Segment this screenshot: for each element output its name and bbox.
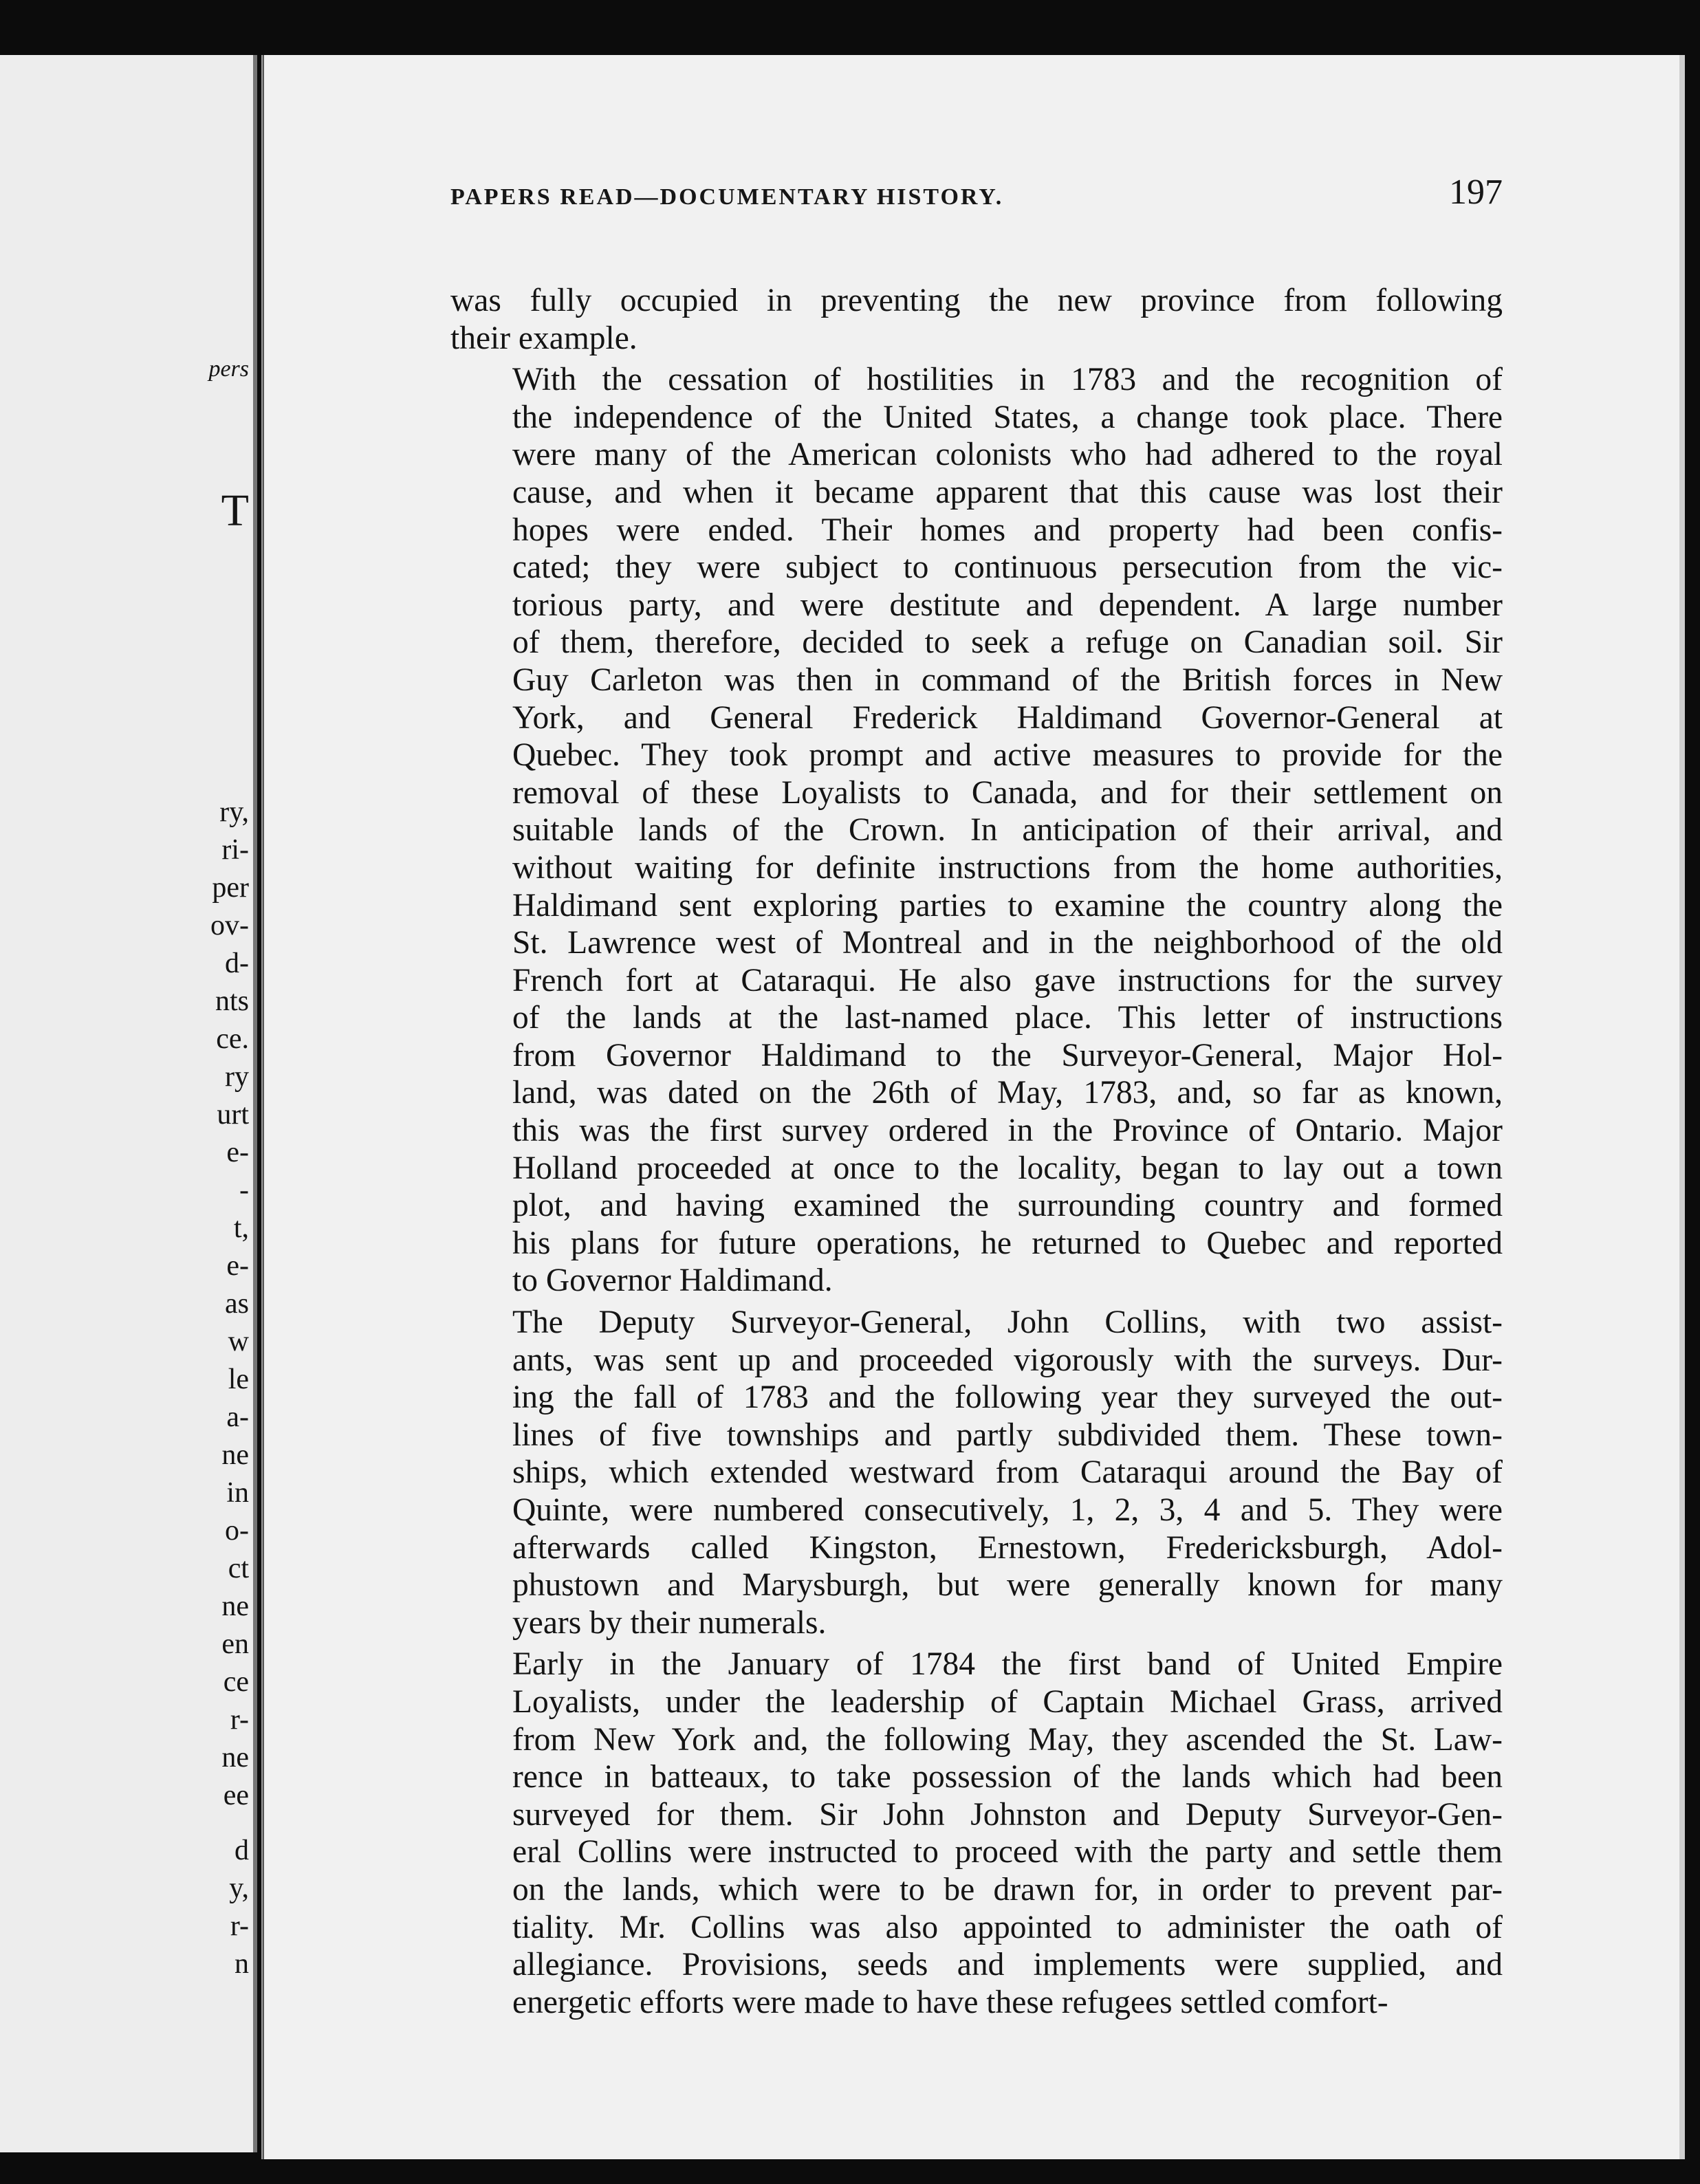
- page-header: [450, 172, 1503, 220]
- running-title: PAPERS READ—DOCUMENTARY HISTORY.: [450, 184, 1004, 210]
- text-line: cause, and when it became apparent that this cause was lost their: [512, 474, 1503, 510]
- left-fragment: ry,: [219, 796, 249, 828]
- left-fragment: ce: [223, 1666, 249, 1698]
- text-line: torious party, and were destitute and dependent. A large number: [512, 587, 1503, 623]
- left-fragment: t,: [233, 1212, 249, 1244]
- left-fragment: le: [228, 1364, 249, 1395]
- text-line: eral Collins were instructed to proceed with the party and settle them: [512, 1834, 1503, 1870]
- left-fragment: in: [226, 1477, 249, 1509]
- left-fragment: pers: [208, 356, 249, 382]
- text-line: the independence of the United States, a change took place. There: [512, 399, 1503, 435]
- text-line: York, and General Frederick Haldimand Governor-General at: [512, 699, 1503, 736]
- text-line: were many of the American colonists who had adhered to the royal: [512, 437, 1503, 473]
- page-number: 197: [1449, 173, 1503, 212]
- text-line: plot, and having examined the surrounding country and formed: [512, 1188, 1503, 1224]
- text-line: Loyalists, under the leadership of Captain Michael Grass, arrived: [512, 1683, 1503, 1720]
- left-fragment: as: [225, 1288, 249, 1320]
- text-line: The Deputy Surveyor-General, John Collins, with two assist-: [512, 1304, 1503, 1341]
- text-line: on the lands, which were to be drawn for, in order to prevent par-: [512, 1871, 1503, 1908]
- text-line: was fully occupied in preventing the new province from following: [450, 283, 1503, 318]
- text-line: ants, was sent up and proceeded vigorously with the surveys. Dur-: [512, 1342, 1503, 1378]
- text-line: rence in batteaux, to take possession of the lands which had been: [512, 1759, 1503, 1795]
- text-line: of them, therefore, decided to seek a refuge on Canadian soil. Sir: [512, 624, 1503, 661]
- text-line: years by their numerals.: [512, 1604, 827, 1641]
- left-fragment: r-: [230, 1704, 249, 1736]
- left-fragment: ri-: [221, 834, 249, 866]
- left-fragment: ne: [221, 1742, 249, 1773]
- text-line: ing the fall of 1783 and the following year they surveyed the out-: [512, 1379, 1503, 1416]
- left-fragment: d: [235, 1835, 249, 1866]
- text-line: this was the first survey ordered in the Province of Ontario. Major: [512, 1113, 1503, 1149]
- left-fragment: a-: [226, 1401, 249, 1433]
- left-fragment: e-: [226, 1137, 249, 1168]
- left-fragment: per: [212, 872, 249, 904]
- text-line: suitable lands of the Crown. In anticipation of their arrival, and: [512, 812, 1503, 849]
- left-fragment: ct: [228, 1553, 249, 1584]
- left-fragment: o-: [225, 1515, 249, 1547]
- left-fragment: en: [221, 1628, 249, 1660]
- text-line: Guy Carleton was then in command of the British forces in New: [512, 662, 1503, 698]
- left-fragment: -: [239, 1175, 249, 1206]
- text-line: to Governor Haldimand.: [512, 1263, 833, 1299]
- text-line: of the lands at the last-named place. This letter of instructions: [512, 1000, 1503, 1036]
- paragraph: [450, 282, 1503, 357]
- text-line: With the cessation of hostilities in 1783 and the recognition of: [512, 362, 1503, 398]
- text-line: Early in the January of 1784 the first band of United Empire: [512, 1646, 1503, 1683]
- text-line: ships, which extended westward from Cataraqui around the Bay of: [512, 1454, 1503, 1491]
- gutter-shadow: [263, 55, 264, 2159]
- text-line: allegiance. Provisions, seeds and implements were supplied, and: [512, 1947, 1503, 1983]
- text-line: their example.: [450, 320, 638, 356]
- text-line: lines of five townships and partly subdivided them. These town-: [512, 1417, 1503, 1453]
- text-line: phustown and Marysburgh, but were generally known for many: [512, 1567, 1503, 1604]
- left-fragment: e-: [226, 1250, 249, 1282]
- left-fragment: d-: [225, 948, 249, 979]
- body-text: [450, 282, 1503, 2021]
- text-line: from New York and, the following May, they ascended the St. Law-: [512, 1721, 1503, 1758]
- left-fragment: r-: [230, 1910, 249, 1942]
- text-line: hopes were ended. Their homes and property had been confis-: [512, 512, 1503, 548]
- left-fragment: nts: [215, 985, 249, 1017]
- left-fragment: ry: [225, 1061, 249, 1093]
- left-fragment: T: [221, 485, 249, 536]
- text-line: Holland proceeded at once to the locality, began to lay out a town: [512, 1150, 1503, 1186]
- left-fragment: ne: [221, 1591, 249, 1622]
- left-fragment: ee: [223, 1780, 249, 1811]
- text-line: tiality. Mr. Collins was also appointed to administer the oath of: [512, 1909, 1503, 1945]
- text-line: Quinte, were numbered consecutively, 1, 2, 3, 4 and 5. They were: [512, 1492, 1503, 1528]
- left-fragment: n: [235, 1948, 249, 1980]
- text-line: afterwards called Kingston, Ernestown, Fredericksburgh, Adol-: [512, 1529, 1503, 1566]
- left-fragment: y,: [229, 1872, 249, 1904]
- left-fragment: ce.: [216, 1023, 249, 1055]
- paragraph: [450, 361, 1503, 1300]
- left-fragment: urt: [217, 1099, 249, 1131]
- text-line: without waiting for definite instructions from the home authorities,: [512, 849, 1503, 886]
- text-line: French fort at Cataraqui. He also gave instructions for the survey: [512, 962, 1503, 998]
- text-line: from Governor Haldimand to the Surveyor-General, Major Hol-: [512, 1037, 1503, 1073]
- text-line: cated; they were subject to continuous persecution from the vic-: [512, 549, 1503, 586]
- left-fragment: w: [228, 1326, 249, 1357]
- previous-page-edge: [0, 55, 257, 2152]
- text-line: Quebec. They took prompt and active measures to provide for the: [512, 737, 1503, 774]
- text-line: his plans for future operations, he returned to Quebec and reported: [512, 1225, 1503, 1261]
- paragraph: [450, 1646, 1503, 2021]
- left-fragment: ov-: [210, 910, 249, 941]
- left-fragment: ne: [221, 1439, 249, 1471]
- text-line: energetic efforts were made to have these refugees settled comfort-: [512, 1984, 1388, 2020]
- paragraph: [450, 1304, 1503, 1641]
- text-line: St. Lawrence west of Montreal and in the neighborhood of the old: [512, 925, 1503, 961]
- text-line: surveyed for them. Sir John Johnston and Deputy Surveyor-Gen-: [512, 1796, 1503, 1833]
- text-line: land, was dated on the 26th of May, 1783, and, so far as known,: [512, 1075, 1503, 1111]
- text-line: removal of these Loyalists to Canada, and for their settlement on: [512, 774, 1503, 811]
- text-line: Haldimand sent exploring parties to examine the country along the: [512, 887, 1503, 924]
